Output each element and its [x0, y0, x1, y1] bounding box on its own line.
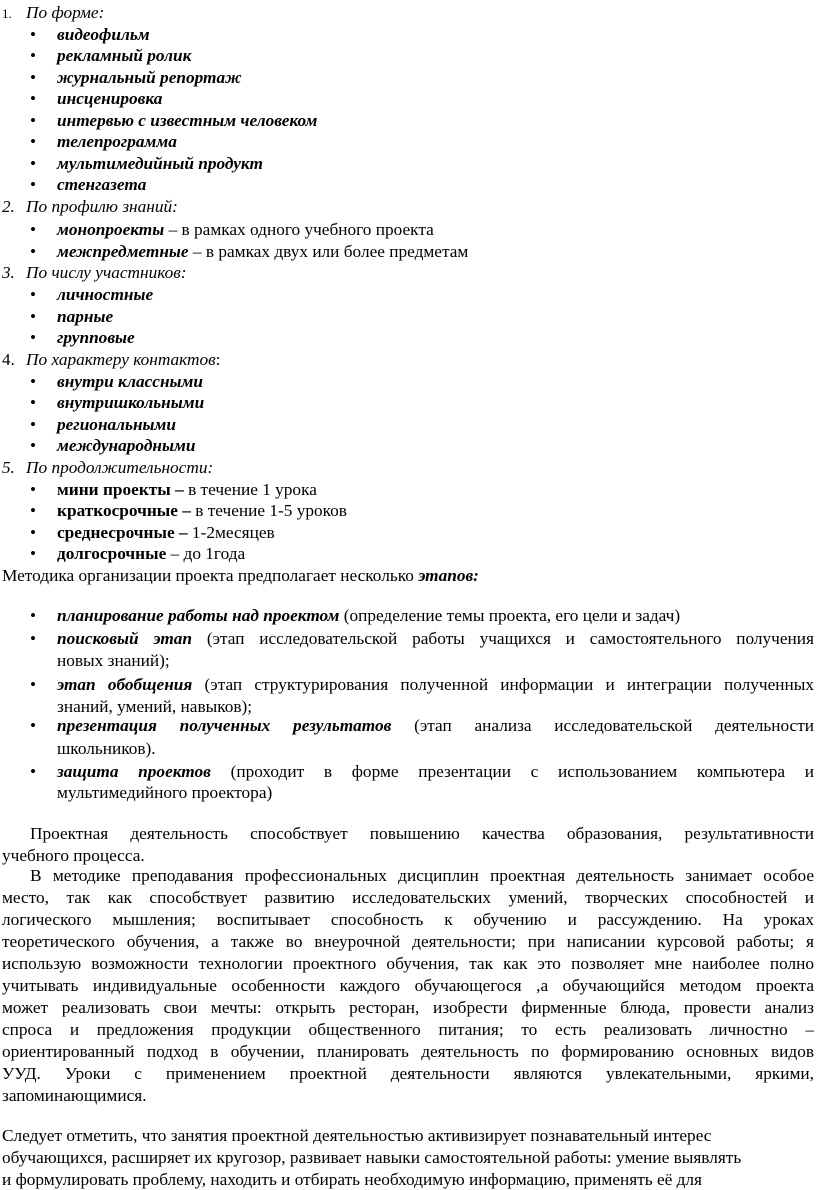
list-item: • стенгазета [30, 175, 147, 194]
stage-item-continuation: школьников). [57, 739, 156, 758]
section-3-heading [2, 262, 187, 283]
list-item: • парные [30, 307, 114, 326]
section-title: По продолжительности: [26, 458, 214, 477]
bullet-icon: • [30, 285, 37, 304]
bullet-icon: • [30, 436, 37, 455]
paragraph-line: учитывать индивидуальные особенности каждого обучающегося ,а обучающийся методом проекта [2, 976, 814, 995]
bullet-icon: • [30, 372, 37, 391]
bullet-icon: • [30, 25, 37, 44]
list-item: • групповые [30, 328, 135, 347]
bullet-icon: • [30, 415, 37, 434]
list-item: • краткосрочные – в течение 1-5 уроков [30, 501, 347, 520]
list-item: • региональными [30, 415, 176, 434]
stage-item: • презентация полученных результатов (этап анализа исследовательской деятельности [30, 716, 814, 735]
list-item: • мини проекты – в течение 1 урока [30, 480, 317, 499]
list-item: • журнальный репортаж [30, 68, 242, 87]
bullet-icon: • [30, 328, 37, 347]
stage-item: • поисковый этап (этап исследовательской работы учащихся и самостоятельного получения [30, 629, 814, 648]
list-item: • видеофильм [30, 25, 150, 44]
list-item: • монопроекты – в рамках одного учебного проекта [30, 220, 434, 239]
list-item: • среднесрочные – 1-2месяцев [30, 523, 275, 542]
section-title: По форме: [26, 3, 105, 22]
bullet-icon: • [30, 606, 37, 625]
paragraph-line: учебного процесса. [2, 846, 145, 865]
stage-item-continuation: знаний, умений, навыков); [57, 697, 253, 716]
stage-item-continuation: новых знаний); [57, 651, 170, 670]
list-item: • телепрограмма [30, 132, 177, 151]
section-number: 5. [2, 458, 15, 477]
bullet-icon: • [30, 175, 37, 194]
section-number: 4. [2, 350, 15, 369]
paragraph-line: использую возможности технологии проектного обучения, так как это позволяет мне наиболее полно [2, 954, 814, 973]
bullet-icon: • [30, 154, 37, 173]
paragraph-line: ориентированный подход в обучении, планировать деятельность по формированию основных видов [2, 1042, 814, 1061]
bullet-icon: • [30, 393, 37, 412]
stages-intro: Методика организации проекта предполагает несколько этапов: [2, 566, 479, 585]
paragraph-line: и формулировать проблему, находить и отбирать необходимую информацию, применять её для [2, 1170, 702, 1189]
list-item: • внутришкольными [30, 393, 205, 412]
paragraph-line: теоретического обучения, а также во внеурочной деятельности; при написании курсовой работы; я [2, 932, 814, 951]
bullet-icon: • [30, 629, 37, 648]
paragraph-line: В методике преподавания профессиональных дисциплин проектная деятельность занимает особое [30, 866, 814, 885]
bullet-icon: • [30, 132, 37, 151]
bullet-icon: • [30, 111, 37, 130]
paragraph-line: Следует отметить, что занятия проектной деятельностью активизирует познавательный интерес [2, 1126, 712, 1145]
paragraph-line: спроса и предложения продукции общественного питания; то есть реализовать личностно – [2, 1020, 814, 1039]
bullet-icon: • [30, 89, 37, 108]
bullet-icon: • [30, 716, 37, 735]
bullet-icon: • [30, 501, 37, 520]
section-title: По числу участников: [26, 263, 187, 282]
bullet-icon: • [30, 523, 37, 542]
list-item: • долгосрочные – до 1года [30, 544, 246, 563]
section-5-heading [2, 457, 213, 478]
section-number: 3. [2, 263, 15, 282]
bullet-icon: • [30, 307, 37, 326]
bullet-icon: • [30, 675, 37, 694]
section-1-heading [2, 2, 104, 24]
bullet-icon: • [30, 480, 37, 499]
section-4-heading: 4. По характеру контактов: [2, 350, 221, 369]
paragraph-line: УУД. Уроки с применением проектной деятельности являются увлекательными, яркими, [2, 1064, 814, 1083]
stage-item: • планирование работы над проектом (определение темы проекта, его цели и задач) [30, 606, 681, 625]
bullet-icon: • [30, 46, 37, 65]
bullet-icon: • [30, 242, 37, 261]
list-item: • международными [30, 436, 196, 455]
section-number: 2. [2, 197, 15, 216]
bullet-icon: • [30, 68, 37, 87]
bullet-icon: • [30, 762, 37, 781]
list-item: • межпредметные – в рамках двух или более предметам [30, 242, 469, 261]
list-item: • интервью с известным человеком [30, 111, 318, 130]
bullet-icon: • [30, 220, 37, 239]
section-2-heading [2, 196, 178, 217]
list-item: • личностные [30, 285, 154, 304]
section-number: 1. [2, 6, 12, 21]
section-title: По характеру контактов [26, 350, 216, 369]
paragraph-line: место, так как способствует развитию исследовательских умений, творческих способностей и [2, 888, 814, 907]
paragraph-line: может реализовать свои мечты: открыть ресторан, изобрести фирменные блюда, провести анализ [2, 998, 814, 1017]
list-item: • внутри классными [30, 372, 203, 391]
stage-item: • защита проектов (проходит в форме презентации с использованием компьютера и [30, 762, 814, 781]
paragraph-line: логического мышления; воспитывает способность к обучению и рассуждению. На уроках [2, 910, 814, 929]
list-item: • рекламный ролик [30, 46, 192, 65]
list-item: • инсценировка [30, 89, 163, 108]
paragraph-line: запоминающимися. [2, 1086, 147, 1105]
stage-item-continuation: мультимедийного проектора) [57, 783, 273, 802]
paragraph-line: Проектная деятельность способствует повышению качества образования, результативности [30, 824, 814, 843]
bullet-icon: • [30, 544, 37, 563]
list-item: • мультимедийный продукт [30, 154, 263, 173]
paragraph-line: обучающихся, расширяет их кругозор, развивает навыки самостоятельной работы: умение выявлять [2, 1148, 742, 1167]
stage-item: • этап обобщения (этап структурирования полученной информации и интеграции полученных [30, 675, 815, 694]
section-title: По профилю знаний: [26, 197, 178, 216]
